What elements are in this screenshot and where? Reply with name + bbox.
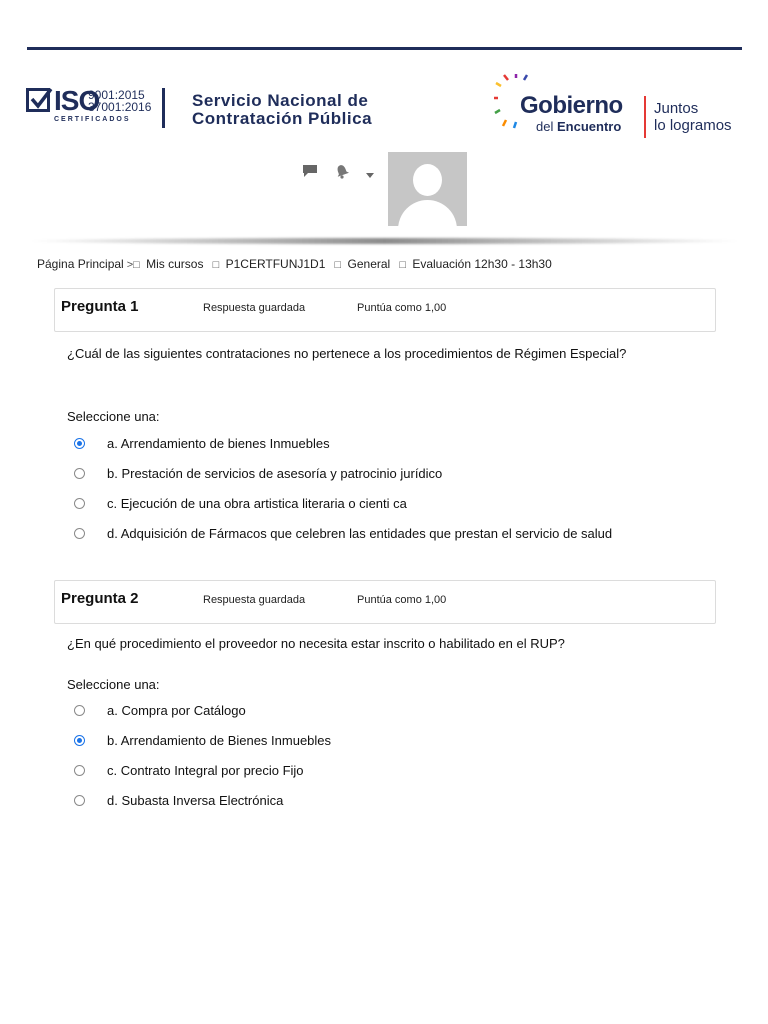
iso-certification-logo [26,85,152,130]
option-label[interactable]: a. Arrendamiento de bienes Inmuebles [107,436,330,451]
breadcrumb-home[interactable]: Página Principal [37,257,124,271]
sercop-line-2: Contratación Pública [192,109,373,128]
top-rule [27,47,742,50]
radio-button[interactable] [74,765,85,776]
radio-button-checked[interactable] [74,735,85,746]
breadcrumb-course[interactable]: P1CERTFUNJ1D1 [225,257,326,271]
question-state: Respuesta guardada [203,594,306,606]
gobierno-logo [494,74,744,144]
option-label[interactable]: c. Ejecución de una obra artistica literaria o cienti ca [107,496,407,511]
radio-button-checked[interactable] [74,438,85,449]
select-one-prompt: Seleccione una: [67,677,160,692]
select-one-prompt: Seleccione una: [67,409,160,424]
option-label[interactable]: a. Compra por Catálogo [107,703,246,718]
radio-button[interactable] [74,528,85,539]
radio-button[interactable] [74,498,85,509]
checkbox-mark-icon [26,88,50,112]
iso-standard-1: 9001:2015 [88,88,145,102]
option-label[interactable]: c. Contrato Integral por precio Fijo [107,763,304,778]
option-label[interactable]: b. Prestación de servicios de asesoría y patrocinio jurídico [107,466,443,481]
breadcrumb-my-courses[interactable]: Mis cursos [146,257,204,271]
radio-button[interactable] [74,705,85,716]
slogan-divider [644,96,646,138]
iso-mark: ISO [54,85,100,116]
breadcrumb-separator: □ [206,259,220,271]
iso-standard-2: 37001:2016 [88,100,152,114]
sercop-logo-text [192,92,372,128]
slogan-line-2: lo logramos [654,117,732,134]
encuentro-bold: Encuentro [556,119,622,134]
logo-divider [162,88,165,128]
header-shadow [27,238,742,244]
question-grade: Puntúa como 1,00 [357,302,447,314]
iso-standards [88,89,151,113]
option-label[interactable]: d. Adquisición de Fármacos que celebren las entidades que prestan el servicio de salud [107,526,613,541]
question-text: ¿En qué procedimiento el proveedor no necesita estar inscrito o habilitado en el RUP? [67,636,565,651]
breadcrumb-evaluation[interactable]: Evaluación 12h30 - 13h30 [412,257,552,271]
breadcrumb-separator: □ [393,259,406,271]
bell-icon[interactable] [334,163,350,184]
sercop-line-1: Servicio Nacional de [192,91,369,110]
question-info-2 [54,580,716,624]
slogan [654,100,732,134]
option-label[interactable]: d. Subasta Inversa Electrónica [107,793,284,808]
option-label[interactable]: b. Arrendamiento de Bienes Inmuebles [107,733,332,748]
question-info-1 [54,288,716,332]
caret-down-icon[interactable] [366,166,374,184]
question-state: Respuesta guardada [203,302,306,314]
breadcrumb [37,257,552,271]
breadcrumb-general[interactable]: General [347,257,391,271]
encuentro-wordmark [536,119,621,134]
breadcrumb-separator: □ [328,259,342,271]
iso-certified-label: CERTIFICADOS [54,116,131,123]
avatar-head [413,164,442,196]
radio-button[interactable] [74,795,85,806]
gobierno-wordmark: Gobierno [520,92,623,119]
question-text: ¿Cuál de las siguientes contrataciones no pertenece a los procedimientos de Régimen Especial? [67,346,627,361]
user-avatar[interactable] [388,152,467,226]
breadcrumb-separator: >□ [126,259,140,271]
message-icon[interactable] [302,164,318,183]
question-title: Pregunta 1 [61,298,139,315]
encuentro-prefix: del [536,119,554,134]
avatar-body [398,200,457,226]
slogan-line-1: Juntos [654,100,699,117]
radio-button[interactable] [74,468,85,479]
question-grade: Puntúa como 1,00 [357,594,447,606]
question-title: Pregunta 2 [61,590,139,607]
